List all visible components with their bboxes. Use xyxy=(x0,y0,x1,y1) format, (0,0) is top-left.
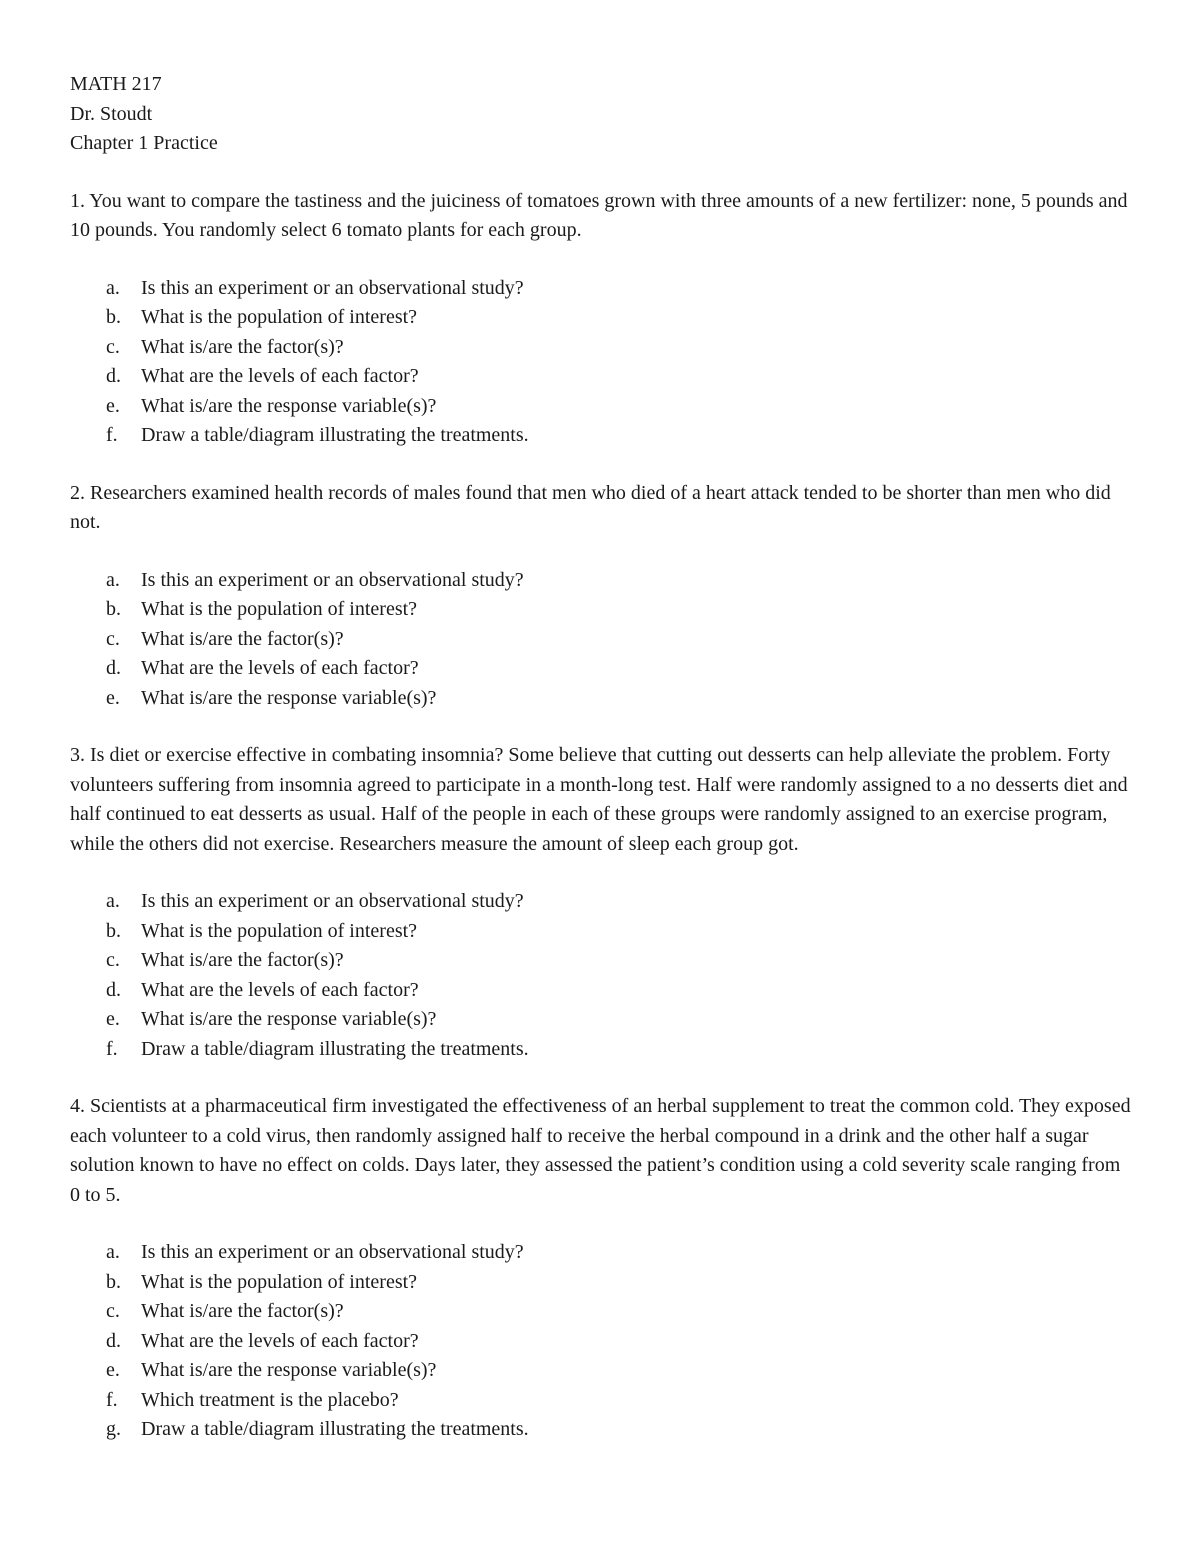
question-list xyxy=(70,187,1135,1445)
question-part xyxy=(70,887,1135,917)
part-letter: b. xyxy=(106,1270,121,1293)
question-part xyxy=(70,392,1135,422)
question-1 xyxy=(70,187,1135,451)
part-text: What is/are the response variable(s)? xyxy=(141,686,437,709)
part-letter: c. xyxy=(106,335,120,358)
question-part xyxy=(70,917,1135,947)
question-part xyxy=(70,274,1135,304)
question-3 xyxy=(70,741,1135,1064)
question-part xyxy=(70,1005,1135,1035)
part-text: Is this an experiment or an observational study? xyxy=(141,890,524,912)
question-parts-list xyxy=(70,1238,1135,1445)
question-part xyxy=(70,1238,1135,1268)
part-letter: d. xyxy=(106,657,121,679)
question-stem: 2. Researchers examined health records of males found that men who died of a heart attack tended to be shorter than men who did not. xyxy=(70,481,1111,533)
question-part xyxy=(70,654,1135,684)
question-stem: 3. Is diet or exercise effective in combating insomnia? Some believe that cutting out desserts can help alleviate the problem. Forty volunteers suffering from insomnia agreed to participate in a month-long test. Half were randomly assigned to a no desserts diet and half continued to eat desserts as usual. Half of the people in each of these groups were randomly assigned to an exercise program, while the others did not exercise. Researchers measure the amount of sleep each group got. xyxy=(70,744,1128,855)
part-letter: e. xyxy=(106,1008,120,1030)
part-text: What is the population of interest? xyxy=(141,306,418,328)
part-letter: e. xyxy=(106,394,120,417)
part-text: Draw a table/diagram illustrating the treatments. xyxy=(141,1037,529,1060)
question-4 xyxy=(70,1092,1135,1445)
question-part xyxy=(70,1297,1135,1327)
part-letter: b. xyxy=(106,919,121,942)
part-letter: f. xyxy=(106,1037,118,1060)
question-part xyxy=(70,1327,1135,1357)
part-letter: d. xyxy=(106,365,121,387)
part-letter: c. xyxy=(106,1300,120,1322)
question-part xyxy=(70,333,1135,363)
part-text: What is/are the factor(s)? xyxy=(141,949,344,971)
question-stem: 4. Scientists at a pharmaceutical firm investigated the effectiveness of an herbal supplement to treat the common cold. They exposed each volunteer to a cold virus, then randomly assigned half to receive the herbal compound in a drink and the other half a sugar solution known to have no effect on colds. Days later, they assessed the patient’s condition using a cold severity scale ranging from 0 to 5. xyxy=(70,1095,1131,1206)
part-letter: b. xyxy=(106,306,121,328)
question-part xyxy=(70,1268,1135,1298)
part-text: What is/are the response variable(s)? xyxy=(141,1359,437,1381)
part-text: Is this an experiment or an observational study? xyxy=(141,276,524,299)
part-text: What is/are the response variable(s)? xyxy=(141,1008,437,1030)
part-text: What is/are the factor(s)? xyxy=(141,335,344,358)
question-parts-list xyxy=(70,274,1135,451)
part-text: What are the levels of each factor? xyxy=(141,657,419,679)
question-parts-list xyxy=(70,887,1135,1064)
question-part xyxy=(70,566,1135,596)
part-letter: b. xyxy=(106,598,121,620)
part-text: What are the levels of each factor? xyxy=(141,1329,419,1352)
document-page xyxy=(70,70,1135,1473)
question-part xyxy=(70,1035,1135,1065)
question-part xyxy=(70,421,1135,451)
question-part xyxy=(70,595,1135,625)
part-letter: e. xyxy=(106,1359,120,1381)
part-letter: d. xyxy=(106,978,121,1001)
part-text: What is the population of interest? xyxy=(141,598,418,620)
part-text: What is the population of interest? xyxy=(141,919,418,942)
part-text: Draw a table/diagram illustrating the treatments. xyxy=(141,1418,529,1440)
question-part xyxy=(70,625,1135,655)
part-letter: f. xyxy=(106,1388,118,1411)
question-part xyxy=(70,976,1135,1006)
part-text: Which treatment is the placebo? xyxy=(141,1388,399,1411)
part-letter: c. xyxy=(106,949,120,971)
part-text: Is this an experiment or an observational study? xyxy=(141,568,524,591)
part-letter: g. xyxy=(106,1418,121,1440)
part-letter: a. xyxy=(106,568,120,591)
part-text: What is/are the factor(s)? xyxy=(141,1300,344,1322)
question-part xyxy=(70,1356,1135,1386)
part-text: What is/are the factor(s)? xyxy=(141,627,344,650)
document-header xyxy=(70,70,1135,159)
part-letter: a. xyxy=(106,1241,120,1263)
question-part xyxy=(70,303,1135,333)
document-title: Chapter 1 Practice xyxy=(70,132,218,154)
part-letter: f. xyxy=(106,424,118,446)
question-2 xyxy=(70,479,1135,714)
part-text: What is the population of interest? xyxy=(141,1270,418,1293)
question-part xyxy=(70,1386,1135,1416)
instructor-name: Dr. Stoudt xyxy=(70,102,153,125)
part-text: Draw a table/diagram illustrating the treatments. xyxy=(141,424,529,446)
part-letter: d. xyxy=(106,1329,121,1352)
part-letter: a. xyxy=(106,276,120,299)
part-letter: c. xyxy=(106,627,120,650)
part-text: What are the levels of each factor? xyxy=(141,978,419,1001)
part-text: What is/are the response variable(s)? xyxy=(141,394,437,417)
question-part xyxy=(70,1415,1135,1445)
question-part xyxy=(70,362,1135,392)
part-text: Is this an experiment or an observational study? xyxy=(141,1241,524,1263)
question-parts-list xyxy=(70,566,1135,714)
question-part xyxy=(70,684,1135,714)
question-stem: 1. You want to compare the tastiness and the juiciness of tomatoes grown with three amounts of a new fertilizer: none, 5 pounds and 10 pounds. You randomly select 6 tomato plants for each group. xyxy=(70,189,1128,241)
course-name: MATH 217 xyxy=(70,73,162,95)
part-letter: a. xyxy=(106,890,120,912)
part-letter: e. xyxy=(106,686,120,709)
part-text: What are the levels of each factor? xyxy=(141,365,419,387)
question-part xyxy=(70,946,1135,976)
